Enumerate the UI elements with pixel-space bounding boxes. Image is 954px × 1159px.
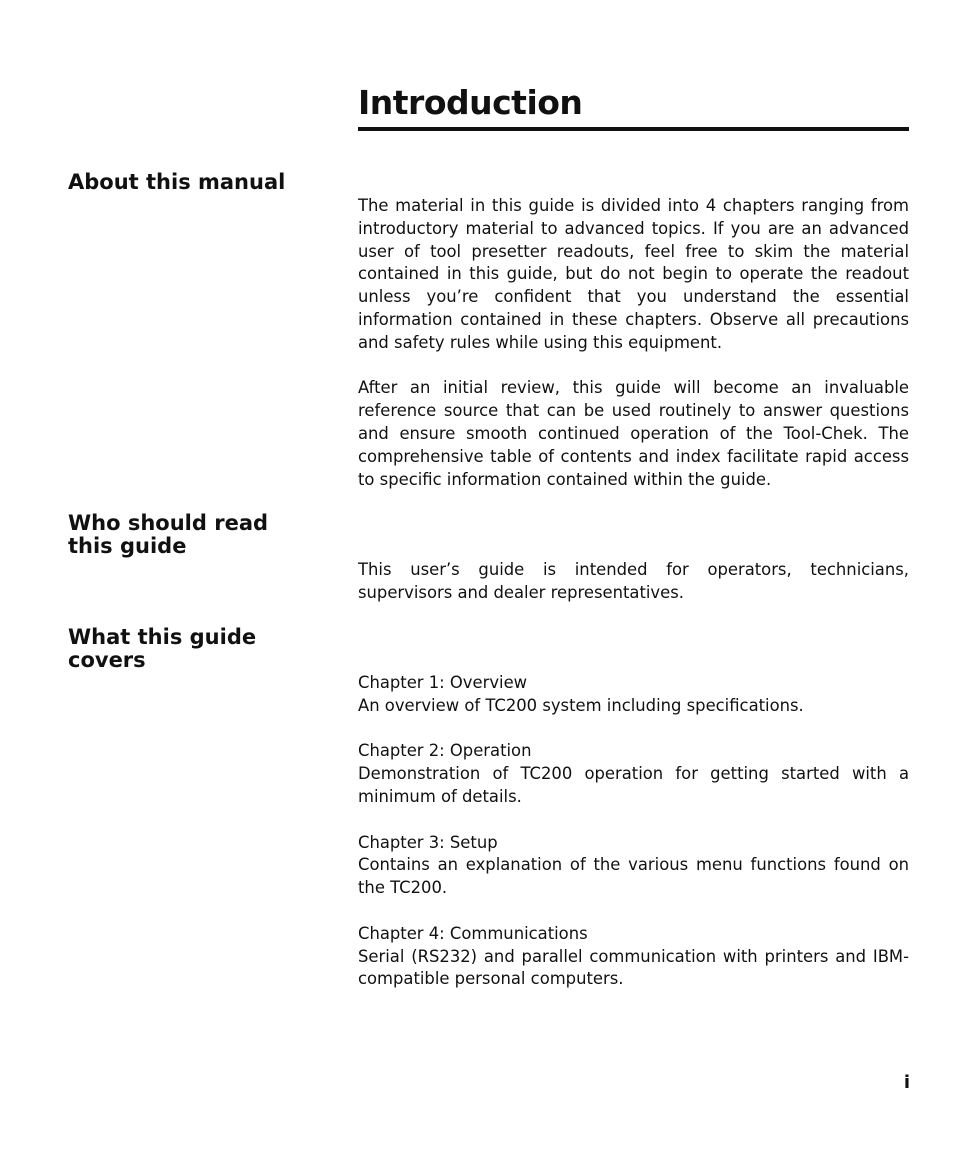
chapter-entry [358, 923, 909, 991]
covers-heading-line-1: What this guide [68, 625, 257, 649]
chapter-title: Chapter 3: Setup [358, 832, 498, 852]
chapter-title: Chapter 2: Operation [358, 741, 532, 761]
chapter-description: Serial (RS232) and parallel communication with printers and IBM-compatible personal computers. [358, 946, 909, 989]
about-paragraph-1: The material in this guide is divided into 4 chapters ranging from introductory material to advanced topics. If you are an advanced user of tool presetter readouts, feel free to skim the material contained in this guide, but do not begin to operate the readout unless you’re confident that you understand the essential information contained in these chapters. Observe all precautions and safety rules while using this equipment. [358, 196, 909, 352]
chapter-description: Contains an explanation of the various menu functions found on the TC200. [358, 855, 909, 898]
chapter-description: An overview of TC200 system including specifications. [358, 695, 804, 715]
page-number: i [903, 1072, 910, 1093]
chapter-entry [358, 740, 909, 808]
chapter-entry [358, 832, 909, 900]
chapter-title: Chapter 4: Communications [358, 923, 588, 943]
who-heading-line-1: Who should read [68, 511, 269, 535]
about-paragraph-2: After an initial review, this guide will become an invaluable reference source that can be used routinely to answer questions and ensure smooth continued operation of the Tool-Chek. The comprehensive table of contents and index facilitate rapid access to specific information contained within the guide. [358, 378, 909, 489]
guide-covers-heading [68, 626, 328, 672]
title-rule [358, 127, 909, 131]
who-should-read-body [358, 559, 909, 605]
who-should-read-heading [68, 512, 328, 558]
who-heading-line-2: this guide [68, 534, 187, 558]
chapter-title: Chapter 1: Overview [358, 673, 528, 692]
who-paragraph: This user’s guide is intended for operators, technicians, supervisors and dealer representatives. [358, 560, 909, 602]
about-manual-body [358, 195, 909, 491]
guide-covers-body [358, 672, 909, 991]
covers-heading-line-2: covers [68, 648, 146, 672]
chapter-description: Demonstration of TC200 operation for getting started with a minimum of details. [358, 764, 909, 806]
about-manual-heading: About this manual [68, 170, 286, 194]
page-title: Introduction [358, 83, 583, 122]
chapter-entry [358, 672, 909, 718]
